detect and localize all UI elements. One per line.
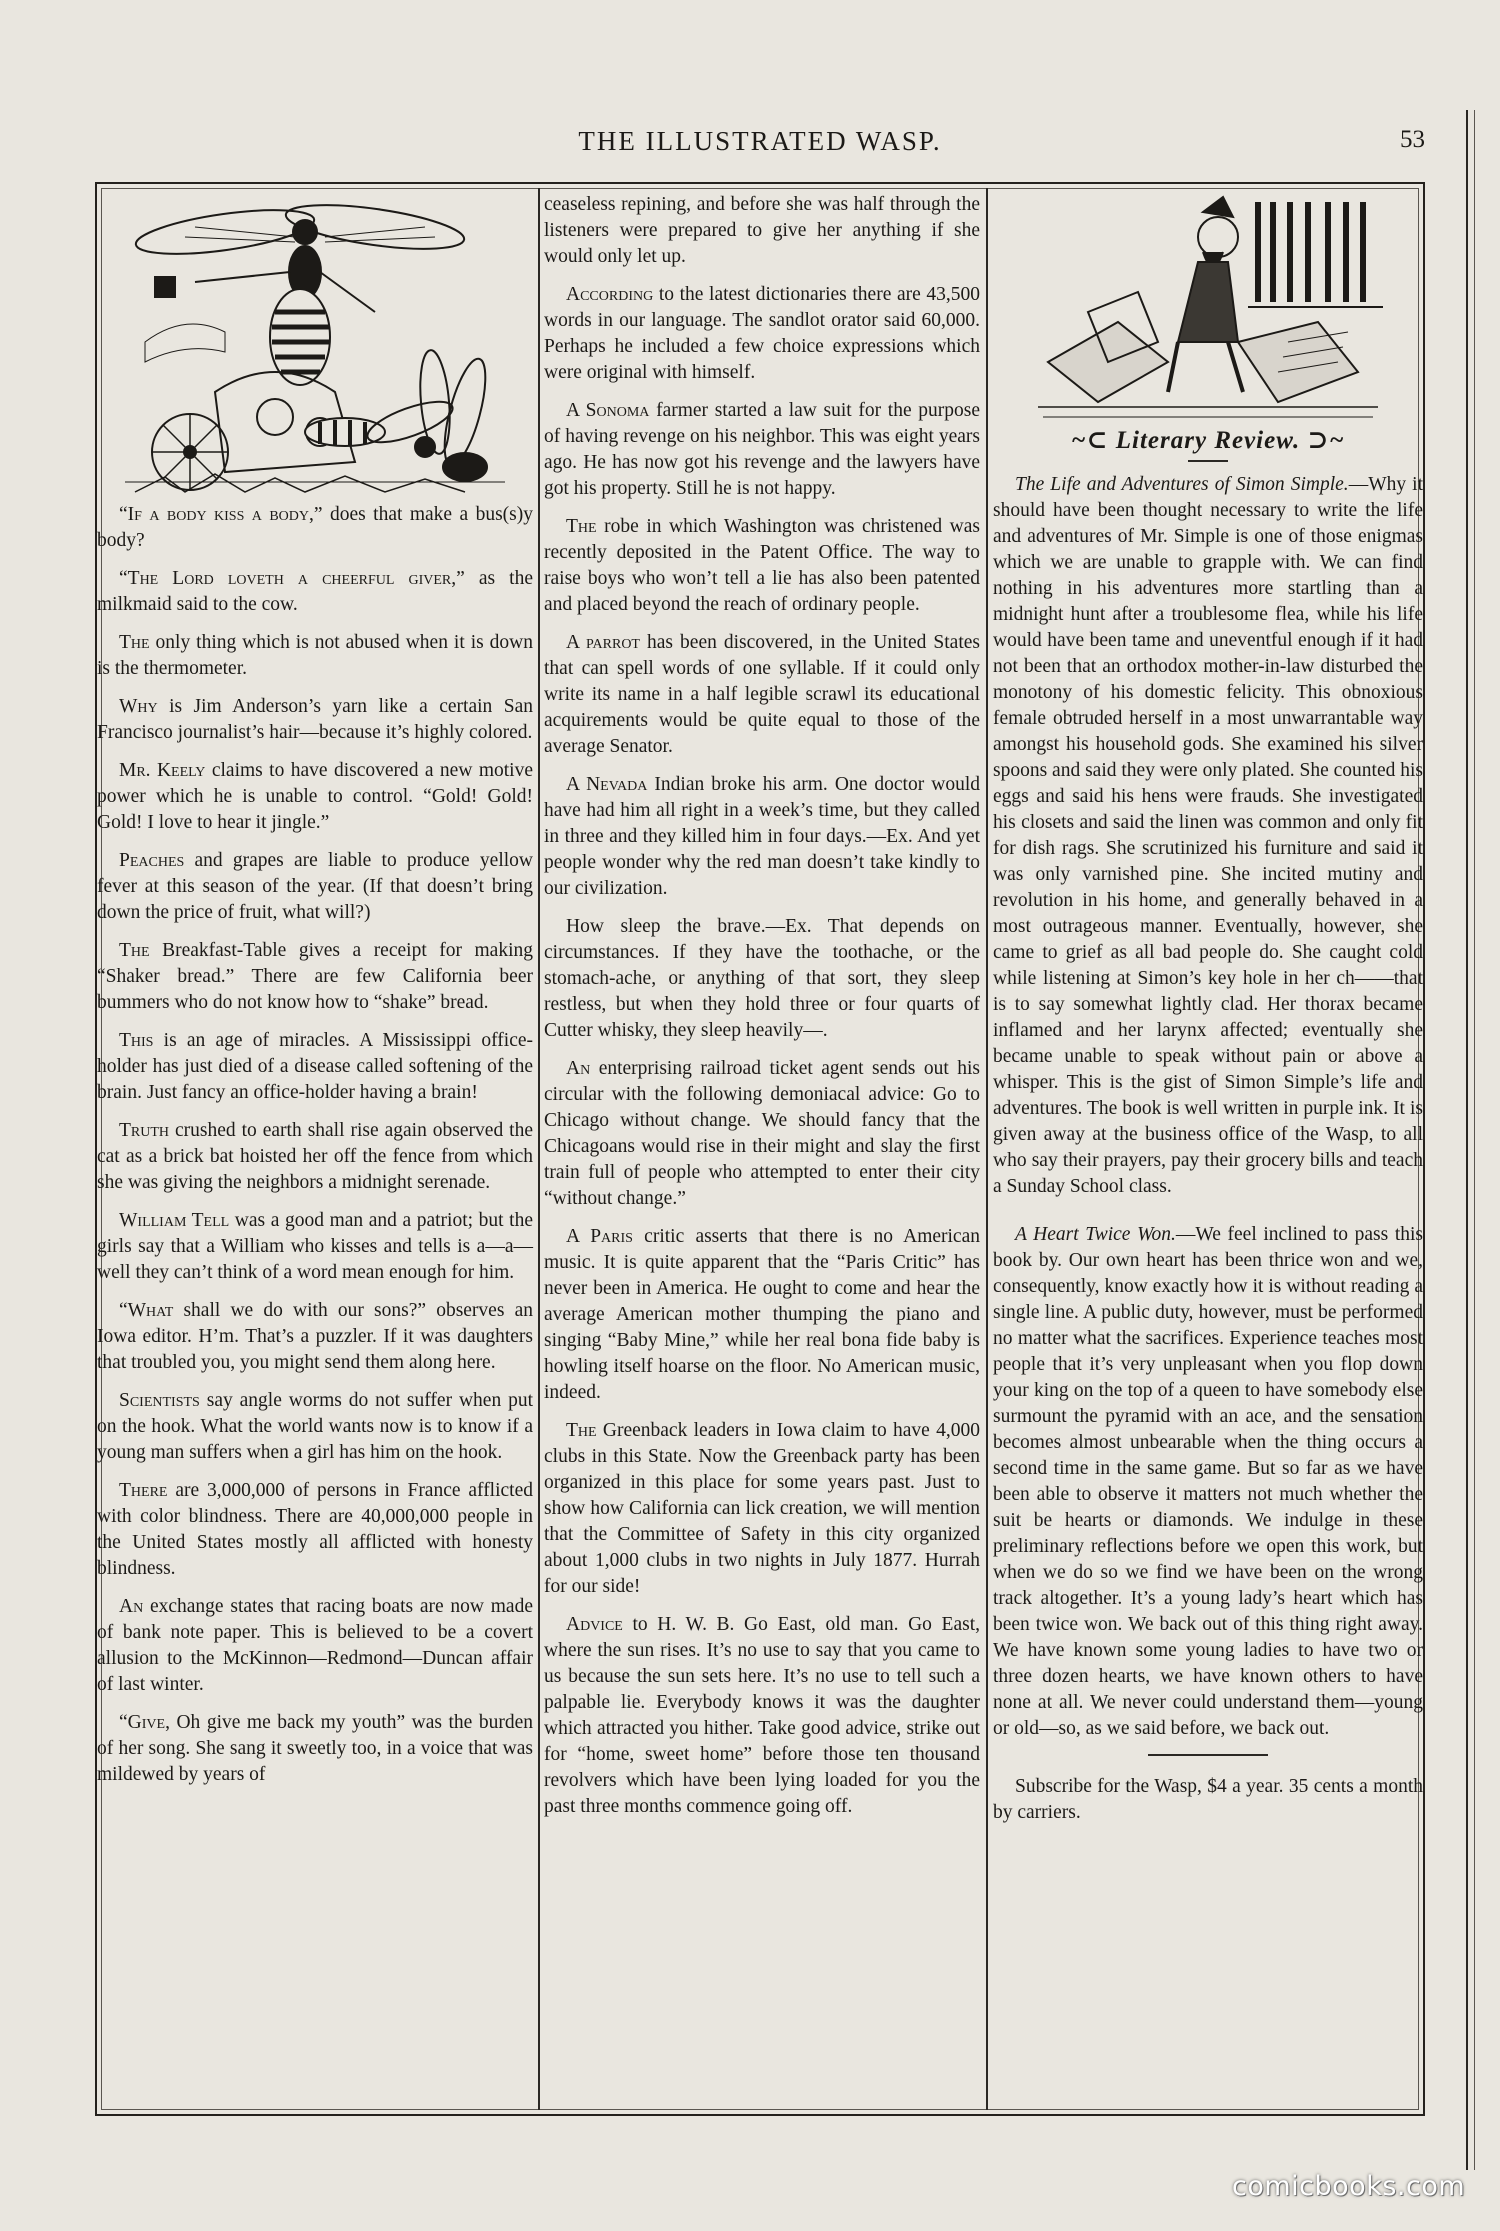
item-paragraph [97, 758, 533, 836]
paragraph-text: Indian broke his arm. One doctor would have had him all right in a week’s time, but they called in three and they killed him in four days.—Ex. And yet people wonder why the red man doesn’t take kindly to our civilization. [544, 774, 980, 899]
review-text: —Why it should have been thought necessary to write the life and adventures of Mr. Simple is one of those enigmas which we are unable to grapple with. We can find nothing in his adventures more startling than a midnight hunt after a troublesome flea, while his life would have been tame and uneventful enough if it had not been that an orthodox mother-in-law disturbed the monotony of his domestic felicity. This obnoxious female obtruded herself in a most unwarrantable way amongst his household gods. She examined his silver spoons and said they were only plated. She counted his eggs and said his hens were frauds. She investigated his closets and said the linen was common and only fit for dish rags. She scrutinized his furniture and said it was only varnished pine. She incited mutiny and revolution in his home, and generally behaved in a most outrageous manner. Eventually, however, she came to grief as all bad people do. She caught cold while listening at Simon’s key hole in her ch——that is to say somewhat lightly clad. Her thorax became inflamed and her larynx affected; eventually she became unable to speak without pain or above a whisper. This is the gist of Simon Simple’s life and adventures. The book is well written in purple ink. It is given away at the business office of the Wasp, to all who say their prayers, pay their grocery bills and teach a Sunday School class. [993, 474, 1423, 1197]
paragraph-text: shall we do with our sons?” observes an Iowa editor. H’m. That’s a puzzler. If it was daughters that troubled you, you might send them along here. [97, 1300, 533, 1373]
column-2 [544, 192, 980, 1832]
literary-review-heading [993, 428, 1423, 454]
paragraph-text: exchange states that racing boats are now made of bank note paper. This is believed to be a covert allusion to the McKinnon—Redmond—Duncan affair of last winter. [97, 1596, 533, 1695]
review-book-title: A Heart Twice Won. [1015, 1224, 1176, 1245]
item-paragraph [97, 938, 533, 1016]
paragraph-lead: Mr. Keely [119, 760, 206, 781]
item-paragraph [544, 514, 980, 618]
heading-flourish-right: ⊃~ [1307, 427, 1345, 454]
paragraph-lead: Scientists [119, 1390, 200, 1411]
column-divider-2 [986, 188, 988, 2110]
review-text: —We feel inclined to pass this book by. Our own heart has been thrice won and we, consequently, know exactly how it is without reading a single line. A public duty, however, must be performed no matter what the sacrifices. Experience teaches most people that it’s very unpleasant when you flop down your king on the top of a queen to have somebody else surmount the pyramid with an ace, and the sensation becomes almost unbearable when the thing occurs a second time in the same game. But so far as we have been able to observe it matters not much whether the suit be hearts or diamonds. We indulge in these preliminary reflections before we open this work, but when we do so we find we have been on the wrong track altogether. It’s a young lady’s heart which has been twice won. We back out of this thing right away. We have known some young ladies to have two or three dozen hearts, we have known others to have none at all. We never could understand them—young or old—so, as we said before, we back out. [993, 1224, 1423, 1739]
paragraph-lead: An [566, 1058, 591, 1079]
paragraph-text: was a good man and a patriot; but the girls say that a William who kisses and tells is a—a—well they can’t think of a word mean enough for him. [97, 1210, 533, 1283]
review-book-title: The Life and Adventures of Simon Simple. [1015, 474, 1349, 495]
paragraph-text: Greenback leaders in Iowa claim to have 4,000 clubs in this State. Now the Greenback party has been organized in this place for some years past. Just to show how California can lick creation, we will mention that the Committee of Safety in this city organized about 1,000 clubs in two nights in July 1877. Hurrah for our side! [544, 1420, 980, 1597]
paragraph-lead: A Sonoma [566, 400, 650, 421]
paragraph-text: say angle worms do not suffer when put on the hook. What the world wants now is to know if a young man suffers when a girl has him on the hook. [97, 1390, 533, 1463]
paragraph-lead: The [566, 1420, 597, 1441]
paragraph-text: farmer started a law suit for the purpose of having revenge on his neighbor. This was eight years ago. He has now got his revenge and the lawyers have got his property. Still he is not happy. [544, 400, 981, 499]
open-quote: “ [119, 1300, 128, 1321]
item-paragraph [97, 1208, 533, 1286]
masthead-title: THE ILLUSTRATED WASP. [578, 126, 942, 156]
item-paragraph [544, 772, 980, 902]
paragraph-lead: Give, [127, 1712, 170, 1733]
item-paragraph [544, 630, 980, 760]
item-paragraph [97, 1298, 533, 1376]
page-number: 53 [1400, 126, 1425, 153]
heading-rule [1188, 460, 1228, 462]
item-paragraph [97, 848, 533, 926]
item-paragraph [97, 566, 533, 618]
paragraph-text: and grapes are liable to produce yellow fever at this season of the year. (If that doesn’t bring down the price of fruit, what will?) [97, 850, 533, 923]
heading-flourish-left: ~⊂ [1071, 427, 1109, 454]
item-paragraph [97, 1118, 533, 1196]
item-paragraph [544, 398, 980, 502]
column-3 [993, 192, 1423, 1838]
open-quote: “ [119, 568, 128, 589]
review-simon-simple [993, 472, 1423, 1200]
item-paragraph [544, 1056, 980, 1212]
paragraph-text: Oh give me back my youth” was the burden of her song. She sang it sweetly too, in a voice that was mildewed by years of [97, 1712, 533, 1785]
binding-rule-thin [1474, 110, 1475, 2170]
source-watermark: comicbooks.com [1232, 2171, 1466, 2202]
wasp-chariot-illustration [125, 192, 505, 502]
paragraph-text: critic asserts that there is no American music. It is quite apparent that the “Paris Critic” has never been in America. He ought to come and hear the average American mother thumping the piano and singing “Baby Mine,” while her real bona fide baby is howling itself hoarse on the floor. No American music, indeed. [544, 1226, 980, 1403]
paragraph-text: crushed to earth shall rise again observed the cat as a brick bat hoisted her off the fence from which she was giving the neighbors a midnight serenade. [97, 1120, 533, 1193]
paragraph-text: How sleep the brave.—Ex. That depends on circumstances. If they have the toothache, or the stomach-ache, or anything of that sort, they sleep restless, but when they hold three or four quarts of Cutter whisky, they sleep heavily—. [544, 916, 980, 1041]
paragraph-text: are 3,000,000 of persons in France afflicted with color blindness. There are 40,000,000 people in the United States mostly all afflicted with honesty blindness. [97, 1480, 533, 1579]
review-end-rule [1148, 1754, 1268, 1756]
paragraph-lead: A Nevada [566, 774, 648, 795]
col2-items [544, 282, 980, 1820]
literary-review-title: Literary Review. [1115, 427, 1301, 454]
item-paragraph [544, 1612, 980, 1820]
paragraph-lead: Why [119, 696, 158, 717]
paragraph-lead: There [119, 1480, 168, 1501]
open-quote: “ [119, 1712, 128, 1733]
paragraph-lead: The [119, 940, 150, 961]
paragraph-text: claims to have discovered a new motive power which he is unable to control. “Gold! Gold! Gold! I love to hear it jingle.” [97, 760, 533, 833]
paragraph-text: Breakfast-Table gives a receipt for making “Shaker bread.” There are few California beer bummers who do not know how to “shake” bread. [97, 940, 533, 1013]
col1-items [97, 502, 533, 1788]
item-paragraph [97, 502, 533, 554]
item-paragraph [544, 914, 980, 1044]
subscribe-notice: Subscribe for the Wasp, $4 a year. 35 cents a month by carriers. [993, 1776, 1423, 1823]
paragraph-lead: A Paris [566, 1226, 633, 1247]
item-paragraph [544, 1418, 980, 1600]
item-paragraph [544, 282, 980, 386]
paragraph-text: only thing which is not abused when it is down is the thermometer. [97, 632, 533, 679]
paragraph-text: robe in which Washington was christened was recently deposited in the Patent Office. The way to raise boys who won’t tell a lie has also been patented and placed beyond the reach of ordinary people. [544, 516, 980, 615]
paragraph-lead: The [566, 516, 597, 537]
paragraph-lead: An [119, 1596, 144, 1617]
item-paragraph [97, 1478, 533, 1582]
item-paragraph [97, 1028, 533, 1106]
item-paragraph [97, 694, 533, 746]
paragraph-lead: If a body kiss a body, [127, 504, 314, 525]
literary-review-illustration [1028, 192, 1388, 422]
review-heart-twice-won [993, 1222, 1423, 1742]
page-header [95, 126, 1425, 166]
paragraph-text: ” does that make a bus(s)y body? [97, 504, 533, 551]
binding-rule [1466, 110, 1468, 2170]
column-divider-1 [538, 188, 540, 2110]
paragraph-text: to the latest dictionaries there are 43,500 words in our language. The sandlot orator said 60,000. Perhaps he included a few choice expressions which were original with himself. [544, 284, 980, 383]
item-paragraph [544, 1224, 980, 1406]
item-paragraph [97, 630, 533, 682]
continuation-paragraph: ceaseless repining, and before she was half through the listeners were prepared to give her anything if she would only let up. [544, 194, 980, 267]
item-paragraph [97, 1388, 533, 1466]
paragraph-lead: Advice [566, 1614, 623, 1635]
paragraph-text: has been discovered, in the United States that can spell words of one syllable. If it could only write its name in a half legible scrawl its educational acquirements would be quite equal to those of the average Senator. [544, 632, 980, 757]
paragraph-text: enterprising railroad ticket agent sends out his circular with the following demoniacal advice: Go to Chicago without change. We should fancy that the Chicagoans would rise in their might and slay the first train full of people who attempted to enter their city “without change.” [544, 1058, 980, 1209]
paragraph-lead: What [127, 1300, 174, 1321]
column-1 [97, 192, 533, 1800]
paragraph-text: is Jim Anderson’s yarn like a certain San Francisco journalist’s hair—because it’s highly colored. [97, 696, 533, 743]
paragraph-text: to H. W. B. Go East, old man. Go East, where the sun rises. It’s no use to say that you came to us because the sun sets here. It’s no use to tell such a palpable lie. Everybody knows it was the daughter which attracted you hither. Take good advice, strike out for “home, sweet home” before those ten thousand revolvers which have been lying loaded for you the past three months commence going off. [544, 1614, 980, 1817]
paragraph-lead: According [566, 284, 654, 305]
paragraph-lead: This [119, 1030, 154, 1051]
paragraph-lead: The Lord loveth a cheerful giver, [127, 568, 457, 589]
open-quote: “ [119, 504, 128, 525]
paragraph-text: ” as the milkmaid said to the cow. [97, 568, 533, 615]
paragraph-lead: William Tell [119, 1210, 230, 1231]
paragraph-lead: A parrot [566, 632, 640, 653]
paragraph-lead: Peaches [119, 850, 185, 871]
item-paragraph [97, 1710, 533, 1788]
paragraph-lead: The [119, 632, 150, 653]
item-paragraph [97, 1594, 533, 1698]
paragraph-lead: Truth [119, 1120, 170, 1141]
paragraph-text: is an age of miracles. A Mississippi office-holder has just died of a disease called softening of the brain. Just fancy an office-holder having a brain! [97, 1030, 533, 1103]
